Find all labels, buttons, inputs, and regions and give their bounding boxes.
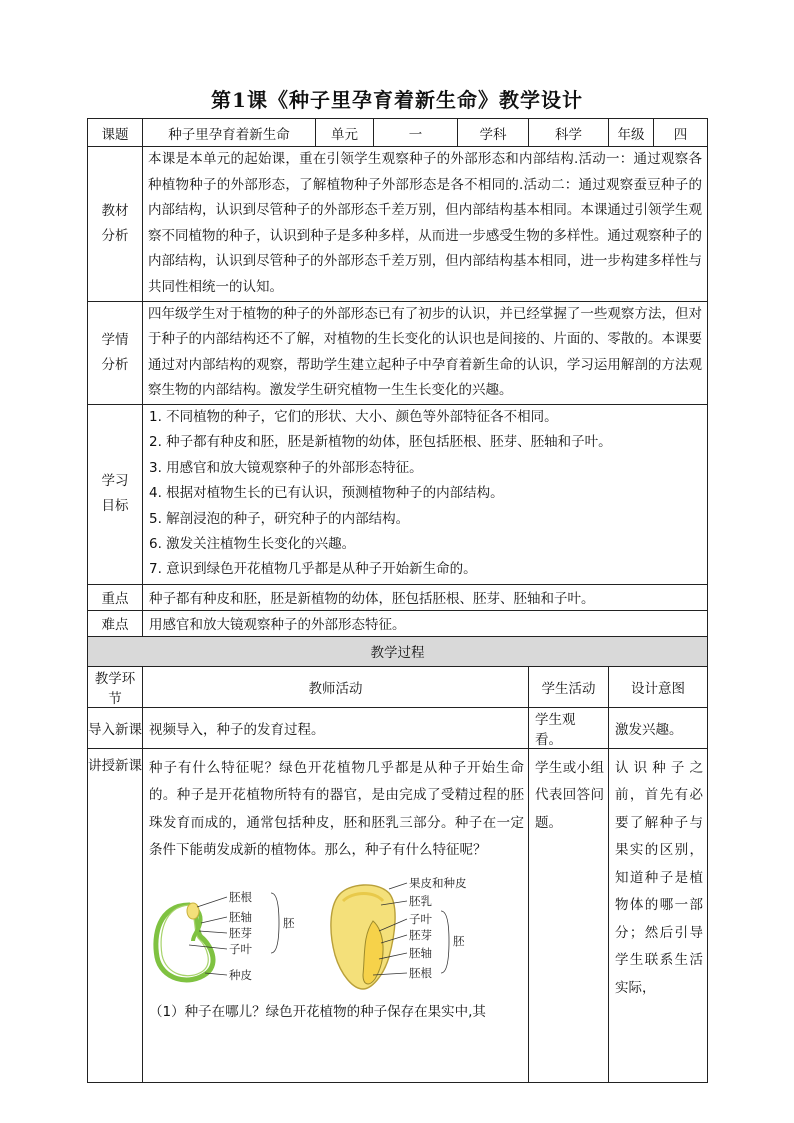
col-intent-header: 设计意图 — [609, 666, 708, 707]
col-student-header: 学生活动 — [529, 666, 609, 707]
seed-structure-diagram — [149, 875, 494, 993]
process-header-row — [88, 666, 708, 707]
corn-label-pericarp: 果皮和种皮 — [409, 875, 467, 890]
student-cell: 学生或小组代表回答问题。 — [529, 748, 609, 1082]
students-row — [88, 301, 708, 404]
corn-label-radicle: 胚根 — [409, 965, 432, 980]
bean-label-seed-coat: 种皮 — [229, 967, 252, 982]
stage-cell: 导入新课 — [88, 707, 143, 748]
bean-label-radicle: 胚根 — [229, 889, 252, 904]
bean-label-cotyledon: 子叶 — [229, 941, 252, 956]
topic-value: 种子里孕育着新生命 — [143, 119, 316, 147]
bean-seed-illustration — [156, 903, 213, 980]
col-stage-header: 教学环节 — [88, 666, 143, 707]
bean-label-plumule: 胚芽 — [229, 925, 252, 940]
goals-label: 学习目标 — [88, 404, 143, 584]
bean-label-embryo: 胚 — [283, 915, 295, 930]
stage-cell: 讲授新课 — [88, 748, 143, 1082]
process-heading-row — [88, 636, 708, 666]
material-text: 本课是本单元的起始课，重在引领学生观察种子的外部形态和内部结构.活动一：通过观察各种植物种子的外部形态，了解植物种子外部形态是各不相同的.活动二：通过观察蚕豆种子的内部结构，认识到尽管种子的外部形态千差万别，但内部结构基本相同。本课通过引领学生观察不同植物的种子，认识到种子是多种多样，从而进一步感受生物的多样性。通过观察种子的内部结构，认识到尽管种子的外部形态千差万别，但内部结构基本相同，进一步构建多样性与共同性相统一的认知。 — [143, 147, 708, 302]
bean-label-hypocotyl: 胚轴 — [229, 909, 252, 924]
corn-label-plumule: 胚芽 — [409, 927, 432, 942]
document-title: 第1课《种子里孕育着新生命》教学设计 — [211, 88, 583, 112]
intent-cell: 激发兴趣。 — [609, 707, 708, 748]
topic-label: 课题 — [88, 119, 143, 147]
lesson-plan-table — [87, 118, 708, 1083]
info-row — [88, 119, 708, 147]
grade-label: 年级 — [609, 119, 654, 147]
grade-value: 四 — [654, 119, 708, 147]
bean-radicle-shape — [187, 903, 199, 919]
goals-row — [88, 404, 708, 584]
teacher-text: 种子有什么特征呢？绿色开花植物几乎都是从种子开始生命的。种子是开花植物所特有的器官，是由完成了受精过程的胚珠发育而成的，通常包括种皮，胚和胚乳三部分。种子在一定条件下能萌发成新的植物体。那么，种子有什么特征呢？ — [149, 759, 524, 859]
corn-label-hypocotyl: 胚轴 — [409, 945, 432, 960]
corn-label-embryo: 胚 — [453, 933, 465, 948]
process-heading: 教学过程 — [88, 636, 708, 666]
col-teacher-header: 教师活动 — [143, 666, 529, 707]
goal-item: 2. 种子都有种皮和胚，胚是新植物的幼体，胚包括胚根、胚芽、胚轴和子叶。 — [149, 434, 612, 451]
material-row — [88, 147, 708, 302]
process-row-intro — [88, 707, 708, 748]
goal-item: 7. 意识到绿色开花植物几乎都是从种子开始新生命的。 — [149, 561, 477, 578]
corn-label-endosperm: 胚乳 — [409, 893, 432, 908]
goal-item: 5. 解剖浸泡的种子，研究种子的内部结构。 — [149, 510, 410, 527]
corn-label-cotyledon: 子叶 — [409, 911, 432, 926]
goal-item: 6. 激发关注植物生长变化的兴趣。 — [149, 535, 356, 552]
unit-value: 一 — [374, 119, 458, 147]
goals-list — [143, 404, 708, 584]
goal-item: 1. 不同植物的种子，它们的形状、大小、颜色等外部特征各不相同。 — [149, 408, 558, 425]
subject-value: 科学 — [529, 119, 609, 147]
unit-label: 单元 — [316, 119, 374, 147]
key-label: 重点 — [88, 584, 143, 610]
teacher-text-continued: （1）种子在哪儿？绿色开花植物的种子保存在果实中,其 — [149, 1003, 486, 1020]
students-label: 学情分析 — [88, 301, 143, 404]
teacher-cell — [143, 748, 529, 1082]
student-cell: 学生观看。 — [529, 707, 609, 748]
key-text: 种子都有种皮和胚，胚是新植物的幼体，胚包括胚根、胚芽、胚轴和子叶。 — [143, 584, 708, 610]
difficulty-row — [88, 610, 708, 636]
teacher-cell: 视频导入，种子的发育过程。 — [143, 707, 529, 748]
goal-item: 4. 根据对植物生长的已有认识，预测植物种子的内部结构。 — [149, 485, 504, 502]
students-text: 四年级学生对于植物的种子的外部形态已有了初步的认识，并已经掌握了一些观察方法，但对于种子的内部结构还不了解，对植物的生长变化的认识也是间接的、片面的、零散的。本课要通过对内部结构的观察，帮助学生建立起种子中孕育着新生命的认识，学习运用解剖的方法观察生物的内部结构。激发学生研究植物一生生长变化的兴趣。 — [143, 301, 708, 404]
difficulty-label: 难点 — [88, 610, 143, 636]
goal-item: 3. 用感官和放大镜观察种子的外部形态特征。 — [149, 459, 423, 476]
key-row — [88, 584, 708, 610]
material-label: 教材分析 — [88, 147, 143, 302]
subject-label: 学科 — [458, 119, 529, 147]
process-row-lecture — [88, 748, 708, 1082]
corn-kernel-illustration — [331, 885, 395, 989]
difficulty-text: 用感官和放大镜观察种子的外部形态特征。 — [143, 610, 708, 636]
intent-cell: 认识种子之前，首先有必要了解种子与果实的区别，知道种子是植物体的哪一部分；然后引导学生联系生活实际， — [609, 748, 708, 1082]
